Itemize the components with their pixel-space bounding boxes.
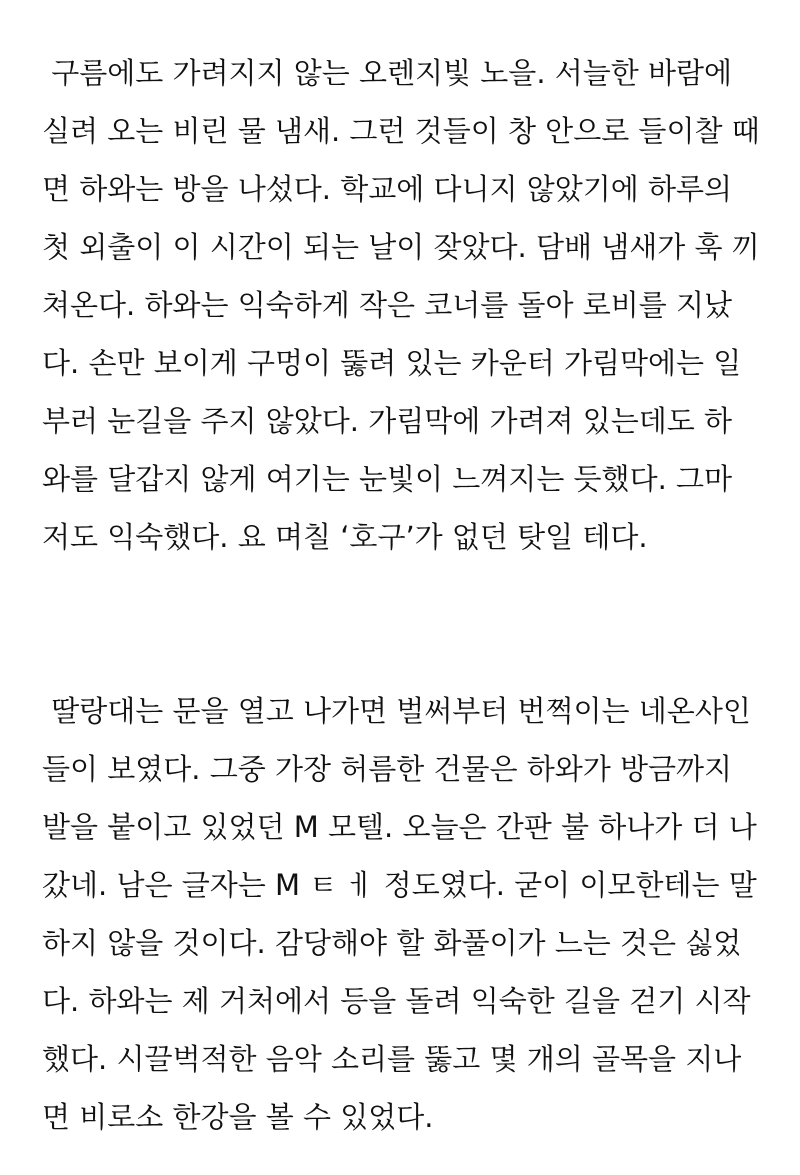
text-line: 구름에도 가려지지 않는 오렌지빛 노을. 서늘한 바람에: [42, 56, 733, 90]
text-line: 했다. 시끌벅적한 음악 소리를 뚫고 몇 개의 골목을 지나: [42, 1042, 742, 1076]
text-line: 하지 않을 것이다. 감당해야 할 화풀이가 느는 것은 싫었: [42, 926, 742, 960]
text-line: 다. 하와는 제 거처에서 등을 돌려 익숙한 길을 걷기 시작: [42, 984, 751, 1018]
text-line: 면 비로소 한강을 볼 수 있었다.: [42, 1100, 434, 1134]
text-line: 첫 외출이 이 시간이 되는 날이 잦았다. 담배 냄새가 훅 끼: [42, 230, 760, 264]
text-line: 다. 손만 보이게 구멍이 뚫려 있는 카운터 가림막에는 일: [42, 346, 742, 380]
text-line: 쳐온다. 하와는 익숙하게 작은 코너를 돌아 로비를 지났: [42, 288, 733, 322]
text-line: 발을 붙이고 있었던 M 모텔. 오늘은 간판 불 하나가 더 나: [42, 810, 757, 844]
text-line: 부러 눈길을 주지 않았다. 가림막에 가려져 있는데도 하: [42, 404, 733, 438]
text-line: 들이 보였다. 그중 가장 허름한 건물은 하와가 방금까지: [42, 752, 733, 786]
text-line: 딸랑대는 문을 열고 나가면 벌써부터 번쩍이는 네온사인: [42, 694, 751, 728]
text-line: 면 하와는 방을 나섰다. 학교에 다니지 않았기에 하루의: [42, 172, 733, 206]
text-line: 저도 익숙했다. 요 며칠 ‘호구’가 없던 탓일 테다.: [42, 520, 648, 554]
text-line: 실려 오는 비린 물 냄새. 그런 것들이 창 안으로 들이찰 때: [42, 114, 760, 148]
text-line: 와를 달갑지 않게 여기는 눈빛이 느껴지는 듯했다. 그마: [42, 462, 733, 496]
paragraph-2: [42, 682, 782, 1146]
paragraph-1: [42, 44, 782, 566]
text-line: 갔네. 남은 글자는 M ㅌ ㅔ 정도였다. 굳이 이모한테는 말: [42, 868, 757, 902]
